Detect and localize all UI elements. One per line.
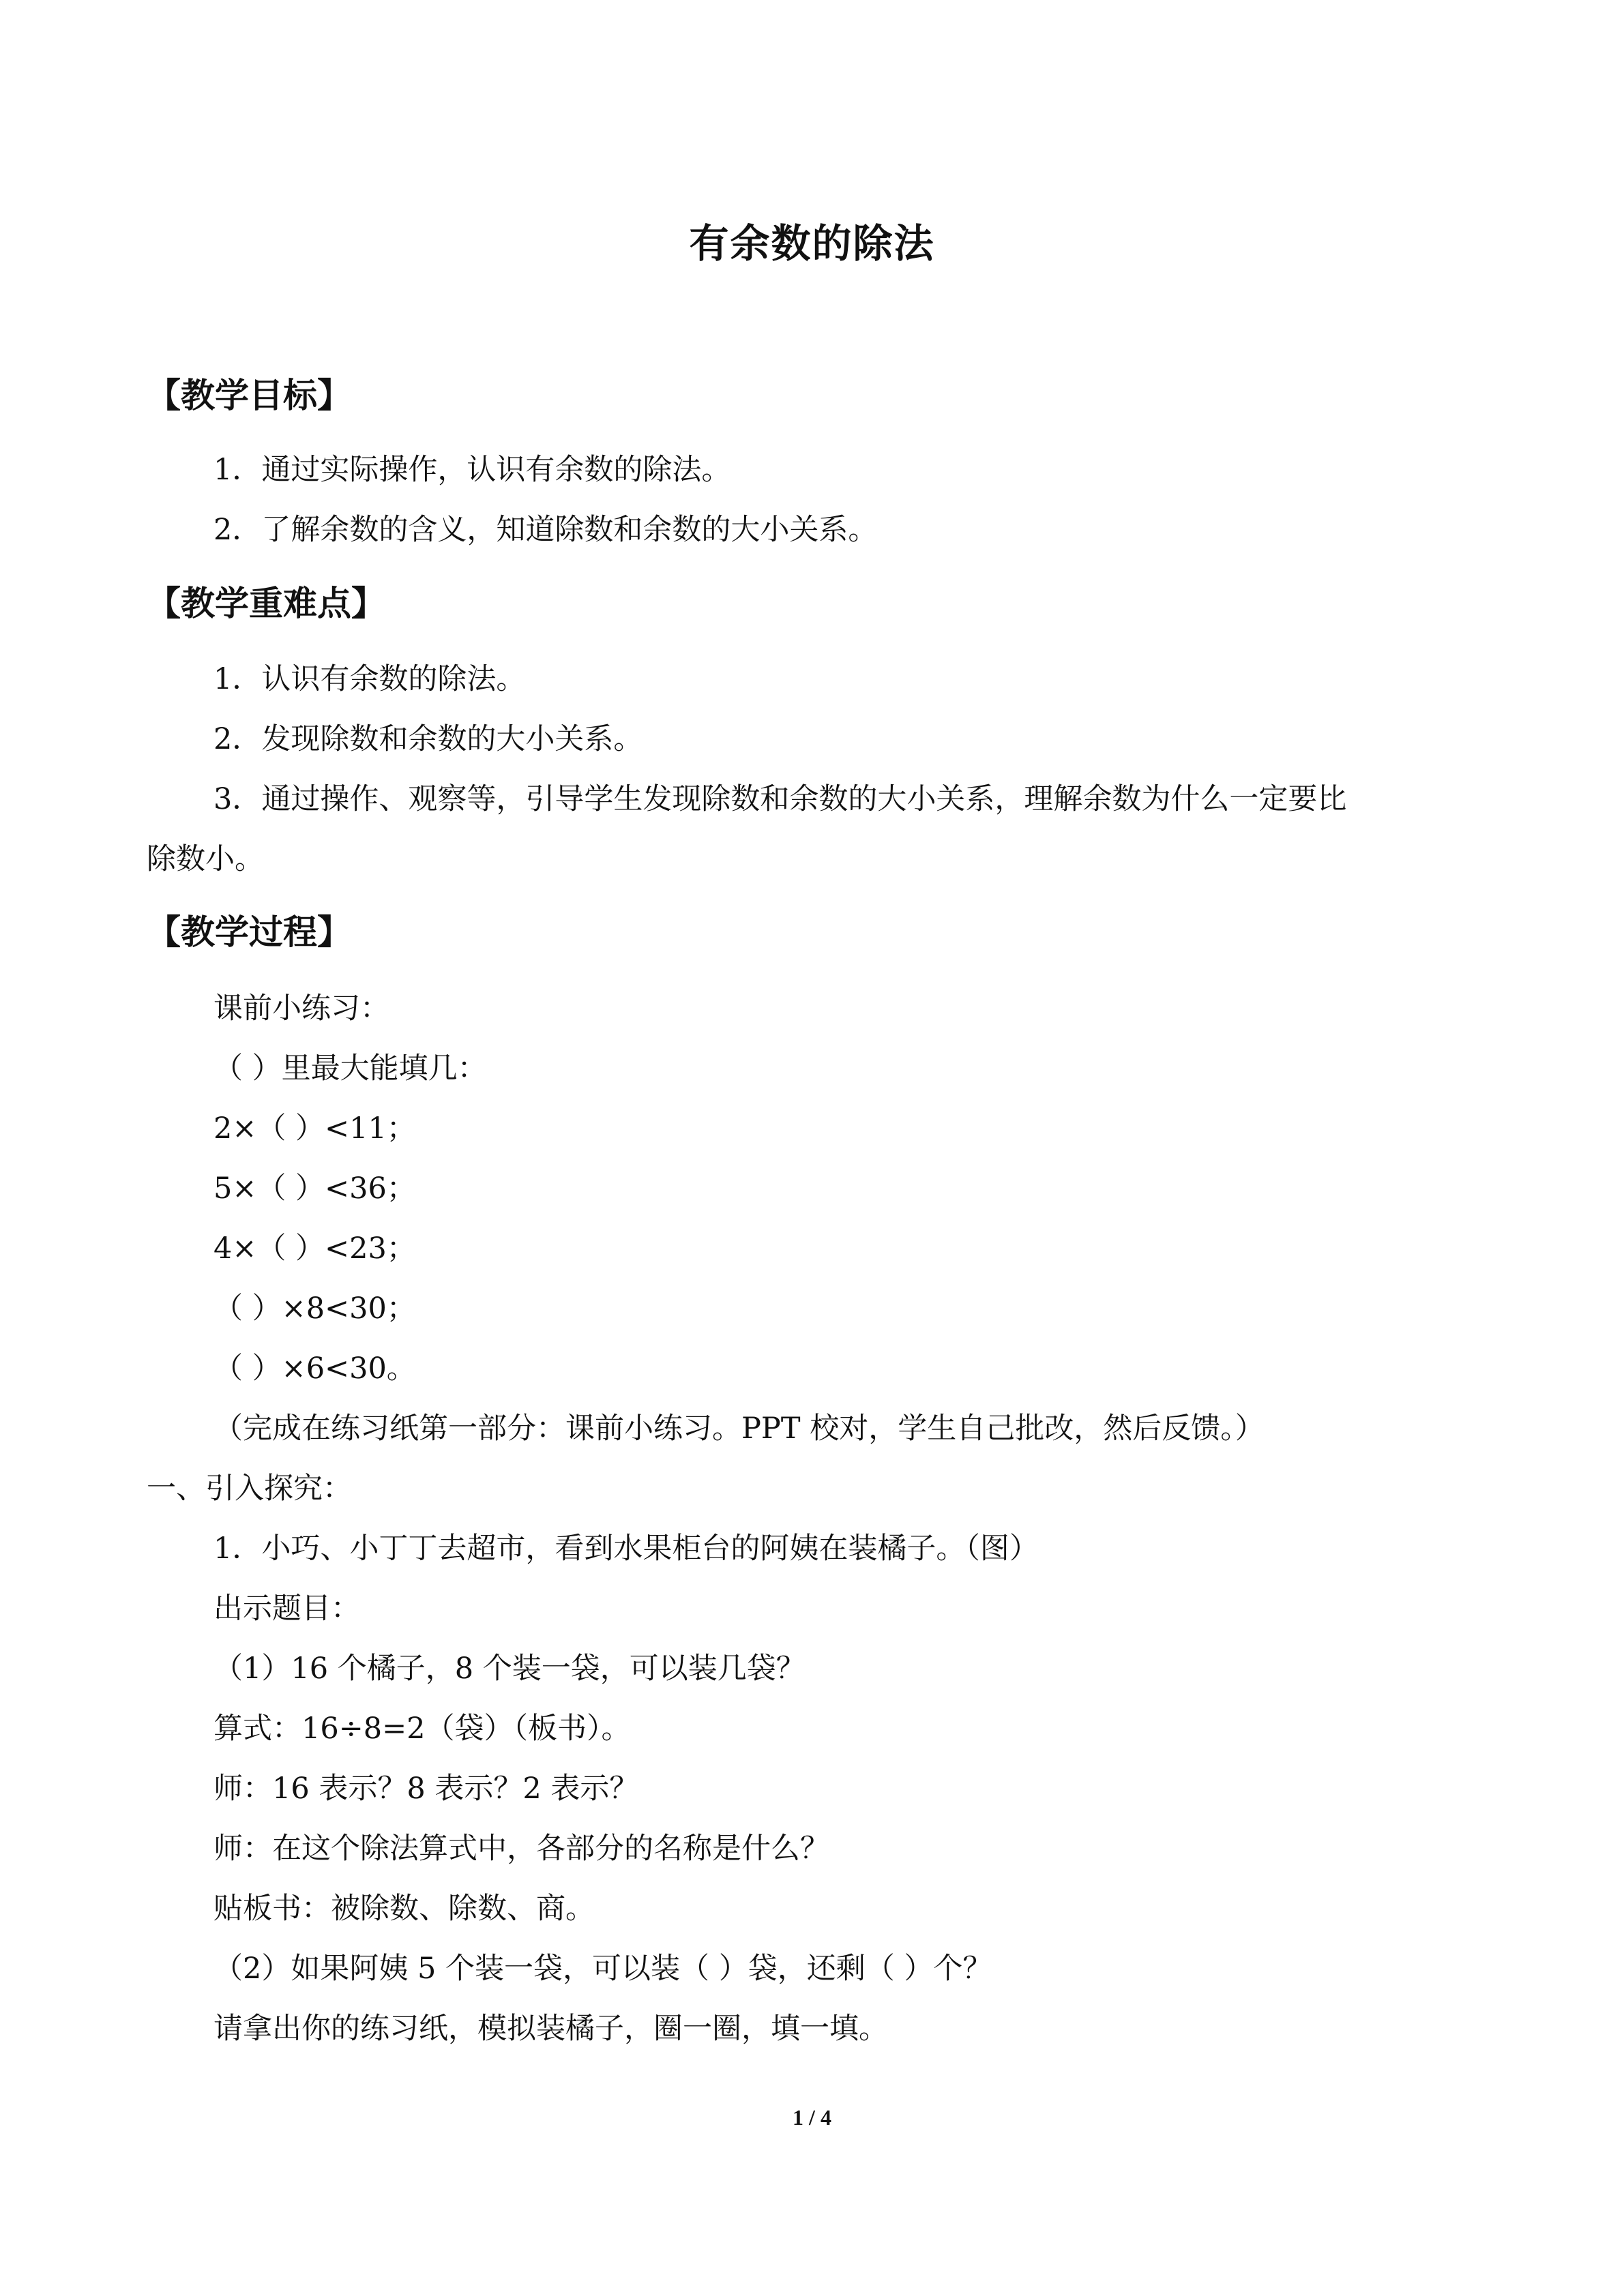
goal-item: 2．了解余数的含义，知道除数和余数的大小关系。 [213,513,878,547]
process-line: （ ）里最大能填几： [213,1052,487,1086]
exercise-line: 4×（ ）<23； [213,1232,416,1266]
page-number: 1 / 4 [793,2105,831,2130]
exercise-line: 2×（ ）<11； [213,1112,416,1146]
process-line: 贴板书：被除数、除数、商。 [213,1892,595,1926]
exercise-line: 5×（ ）<36； [213,1172,416,1206]
exercise-line: （ ）×8<30； [213,1292,416,1326]
goal-item: 1．通过实际操作，认识有余数的除法。 [213,453,731,487]
process-line: （2）如果阿姨 5 个装一袋，可以装（ ）袋，还剩（ ）个？ [213,1952,992,1986]
process-line: 师：16 表示？8 表示？2 表示？ [213,1772,639,1806]
process-line: 出示题目： [213,1592,360,1626]
process-note: （完成在练习纸第一部分：课前小练习。PPT 校对，学生自己批改，然后反馈。） [213,1412,1265,1446]
keypoint-item: 2．发现除数和余数的大小关系。 [213,722,643,756]
section-heading-keypoints: 【教学重难点】 [147,584,385,623]
keypoint-item: 1．认识有余数的除法。 [213,662,526,696]
keypoint-item-continuation: 除数小。 [147,842,264,876]
section-heading-goals: 【教学目标】 [147,376,351,415]
process-line: 师：在这个除法算式中，各部分的名称是什么？ [213,1832,829,1866]
section-heading-process: 【教学过程】 [147,912,351,952]
process-line: 课前小练习： [213,992,389,1026]
page-title: 有余数的除法 [689,220,935,267]
keypoint-item: 3．通过操作、观察等，引导学生发现除数和余数的大小关系，理解余数为什么一定要比 [213,782,1347,816]
subsection-heading: 一、引入探究： [147,1472,352,1506]
process-line: 1．小巧、小丁丁去超市，看到水果柜台的阿姨在装橘子。（图） [213,1532,1039,1566]
process-line: （1）16 个橘子，8 个装一袋，可以装几袋？ [213,1652,806,1686]
process-line: 算式：16÷8=2（袋）（板书）。 [213,1712,631,1746]
process-line: 请拿出你的练习纸，模拟装橘子，圈一圈，填一填。 [213,2012,888,2046]
exercise-line: （ ）×6<30。 [213,1352,416,1386]
